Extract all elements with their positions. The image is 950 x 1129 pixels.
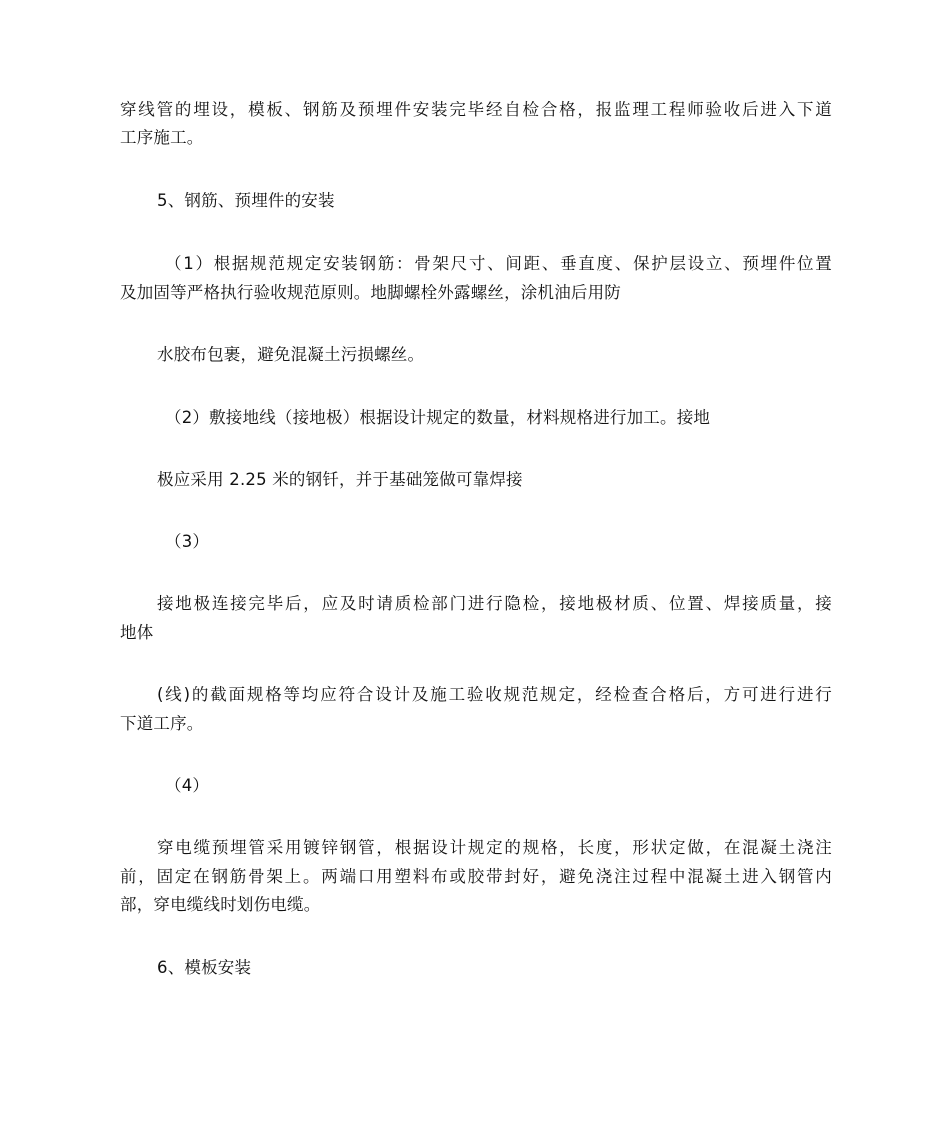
paragraph-line: 接地极连接完毕后，应及时请质检部门进行隐检，接地极材质、位置、焊接质量，接 [157, 594, 832, 613]
paragraph-line: 极应采用 2.25 米的钢钎，并于基础笼做可靠焊接 [157, 470, 523, 489]
paragraph-line: 部，穿电缆线时划伤电缆。 [120, 895, 321, 914]
paragraph-line: 前，固定在钢筋骨架上。两端口用塑料布或胶带封好，避免浇注过程中混凝土进入钢管内 [120, 867, 832, 886]
paragraph-line: 工序施工。 [120, 128, 204, 147]
paragraph-line: 地体 [120, 623, 154, 642]
paragraph-line: 及加固等严格执行验收规范原则。地脚螺栓外露螺丝，涂机油后用防 [120, 283, 621, 302]
paragraph-line: （2）敷接地线（接地极）根据设计规定的数量，材料规格进行加工。接地 [165, 408, 711, 427]
section-heading: 6、模板安装 [157, 958, 252, 977]
paragraph-line: 水胶布包裹，避免混凝土污损螺丝。 [157, 345, 425, 364]
paragraph-line: 下道工序。 [120, 714, 204, 733]
section-heading: 5、钢筋、预埋件的安装 [157, 191, 335, 210]
paragraph-line: 穿线管的埋设，模板、钢筋及预埋件安装完毕经自检合格，报监理工程师验收后进入下道 [120, 100, 832, 119]
paragraph-line: 穿电缆预埋管采用镀锌钢管，根据设计规定的规格，长度，形状定做，在混凝土浇注 [157, 838, 832, 857]
paragraph-line: （1）根据规范规定安装钢筋：骨架尺寸、间距、垂直度、保护层设立、预埋件位置 [165, 254, 832, 273]
list-marker: （4） [165, 776, 210, 795]
paragraph-line: (线)的截面规格等均应符合设计及施工验收规范规定，经检查合格后，方可进行进行 [157, 685, 832, 704]
list-marker: （3） [165, 532, 210, 551]
